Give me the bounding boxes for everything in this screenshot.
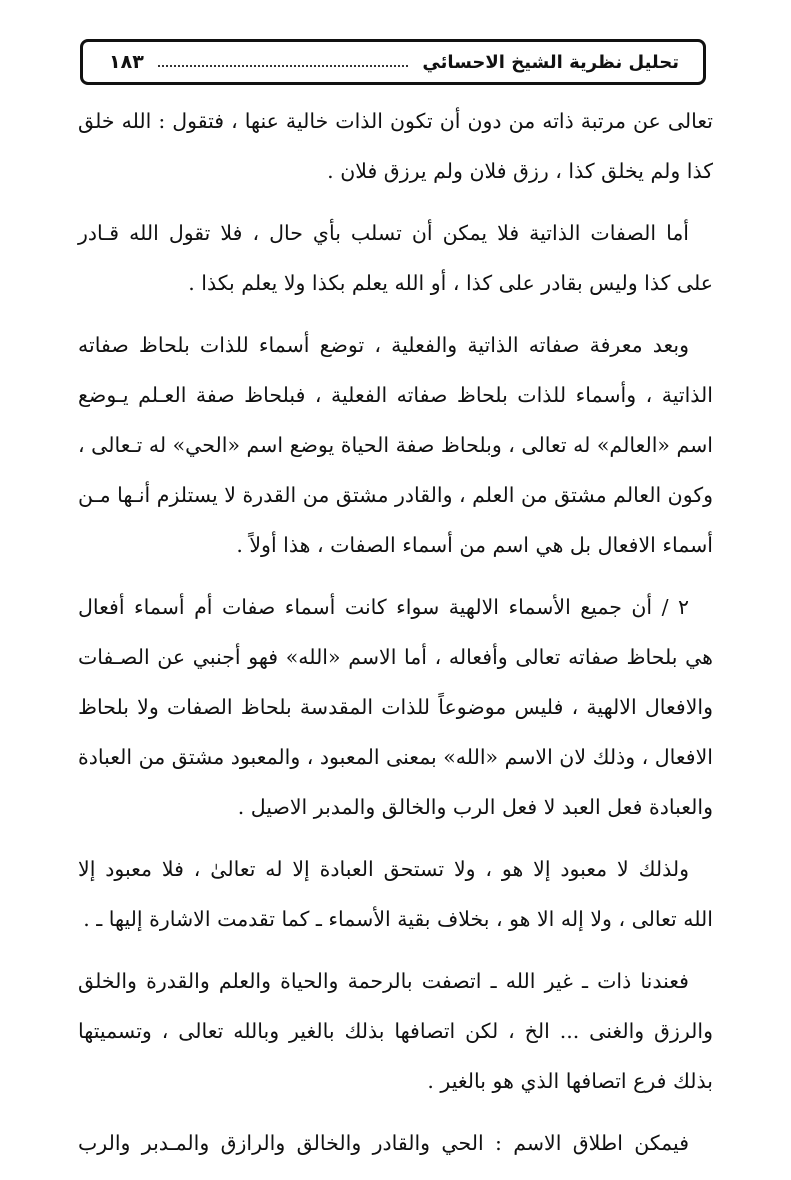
text-line: ٢ / أن جميع الأسماء الالهية سواء كانت أسماء صفات أم أسماء أفعال bbox=[78, 595, 689, 619]
text-line: فعندنا ذات ـ غير الله ـ اتصفت بالرحمة والحياة والعلم والقدرة والخلق bbox=[78, 969, 689, 993]
text-line: والعبادة فعل العبد لا فعل الرب والخالق والمدبر الاصيل . bbox=[237, 795, 713, 819]
paragraph bbox=[78, 956, 713, 1106]
paragraph bbox=[78, 844, 713, 944]
text-line: أما الصفات الذاتية فلا يمكن أن تسلب بأي حال ، فلا تقول الله قـادر bbox=[78, 221, 689, 245]
text-line: كذا ولم يخلق كذا ، رزق فلان ولم يرزق فلان . bbox=[327, 159, 713, 183]
running-header bbox=[80, 39, 706, 85]
body-text bbox=[78, 96, 713, 1180]
text-line: الله تعالى ، ولا إله الا هو ، بخلاف بقية الأسماء ـ كما تقدمت الاشارة إليها ـ . bbox=[83, 907, 713, 931]
header-dot-leader bbox=[158, 65, 409, 67]
text-line: وبعد معرفة صفاته الذاتية والفعلية ، توضع أسماء للذات بلحاظ صفاته bbox=[78, 333, 689, 357]
text-line: وكون العالم مشتق من العلم ، والقادر مشتق من القدرة لا يستلزم أنـها مـن bbox=[78, 483, 713, 507]
text-line: أسماء الافعال بل هي اسم من أسماء الصفات ، هذا أولاً . bbox=[236, 533, 713, 557]
page-number: ١٨٣ bbox=[109, 51, 144, 73]
text-line: فيمكن اطلاق الاسم : الحي والقادر والخالق والرازق والمـدبر والرب bbox=[78, 1131, 689, 1155]
paragraph bbox=[78, 320, 713, 570]
paragraph bbox=[78, 208, 713, 308]
paragraph bbox=[78, 582, 713, 832]
text-line: ولذلك لا معبود إلا هو ، ولا تستحق العبادة إلا له تعالىٰ ، فلا معبود إلا bbox=[78, 857, 689, 881]
text-line: الذاتية ، وأسماء للذات بلحاظ صفاته الفعلية ، فبلحاظ صفة العـلم يـوضع bbox=[78, 383, 713, 407]
text-line: تعالى عن مرتبة ذاته من دون أن تكون الذات خالية عنها ، فتقول : الله خلق bbox=[78, 109, 713, 133]
text-line: والافعال الالهية ، فليس موضوعاً للذات المقدسة بلحاظ الصفات ولا بلحاظ bbox=[78, 695, 713, 719]
header-title: تحليل نظرية الشيخ الاحسائي bbox=[422, 51, 679, 73]
text-line: هي بلحاظ صفاته تعالى وأفعاله ، أما الاسم «الله» فهو أجنبي عن الصـفات bbox=[78, 645, 713, 669]
paragraph bbox=[78, 96, 713, 196]
text-line: بذلك فرع اتصافها الذي هو بالغير . bbox=[427, 1069, 713, 1093]
paragraph bbox=[78, 1118, 713, 1168]
text-line: الافعال ، وذلك لان الاسم «الله» بمعنى المعبود ، والمعبود مشتق من العبادة bbox=[77, 745, 713, 769]
text-line: على كذا وليس بقادر على كذا ، أو الله يعلم بكذا ولا يعلم بكذا . bbox=[188, 271, 713, 295]
text-line: اسم «العالم» له تعالى ، وبلحاظ صفة الحياة يوضع اسم «الحي» له تـعالى ، bbox=[78, 433, 713, 457]
text-line: والرزق والغنى ... الخ ، لكن اتصافها بذلك بالغير وبالله تعالى ، وتسميتها bbox=[78, 1019, 713, 1043]
